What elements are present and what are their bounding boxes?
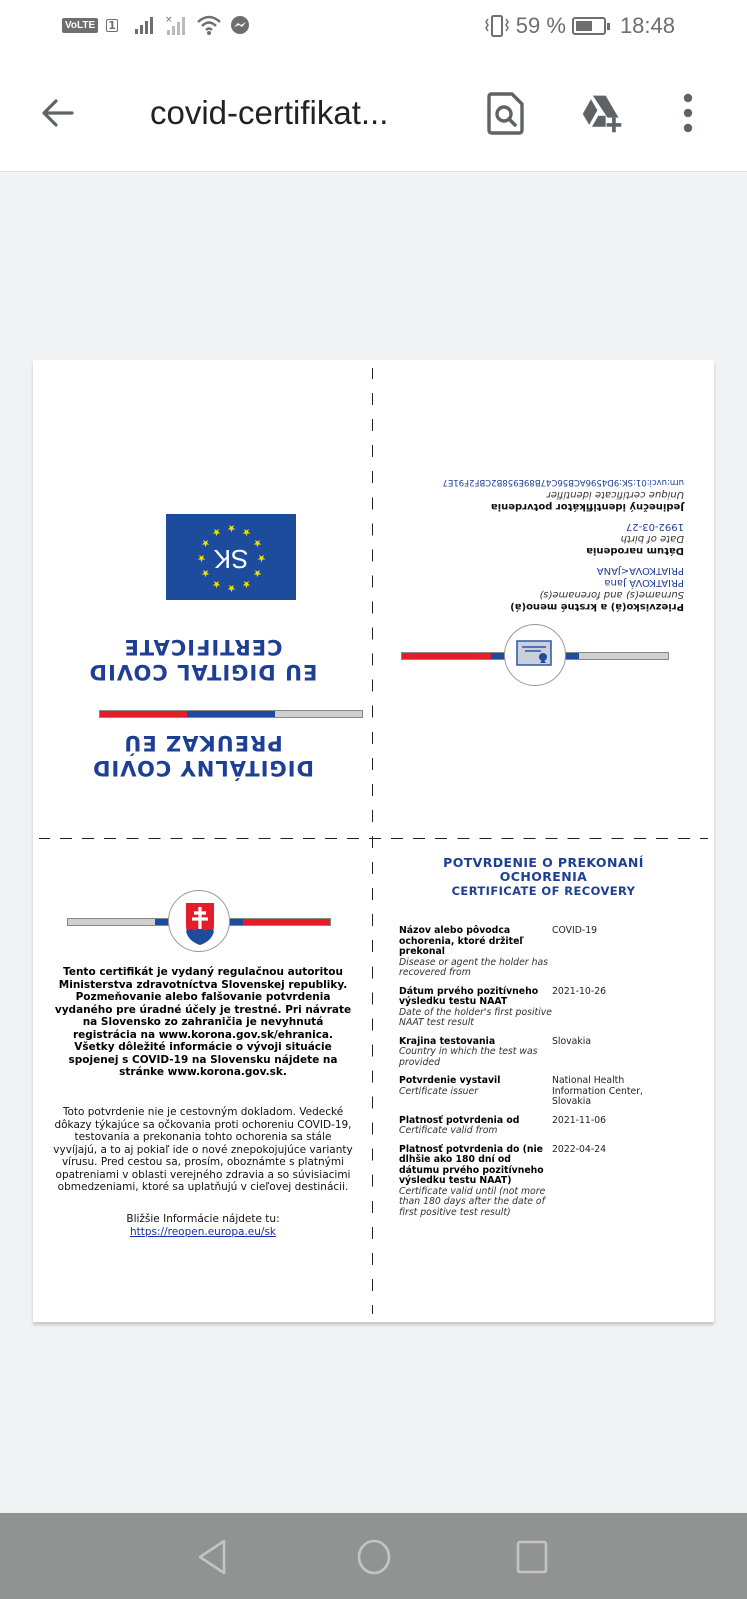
back-triangle-icon[interactable] bbox=[194, 1537, 234, 1577]
eu-star-icon: ★ bbox=[242, 577, 251, 589]
messenger-icon bbox=[230, 15, 250, 35]
field-value: COVID-19 bbox=[552, 925, 598, 936]
status-right bbox=[484, 13, 675, 39]
eu-star-icon: ★ bbox=[253, 537, 262, 548]
holder-panel bbox=[373, 360, 714, 838]
cover-title-sk-line1: DIGITÁLNY COVID bbox=[92, 756, 314, 780]
travel-notice: Toto potvrdenie nie je cestovným dokladom. Vedecké dôkazy týkajúce sa očkovania proti ochoreniu COVID-19, testovania a prekonania tohto ochorenia sa stále vyvíjajú, a to aj pokiaľ ide o nové znepokojujúce varianty vírusu. Pred cestou sa, prosím, oboznámte s platnými opatreniami v oblasti verejného zdravia a so súvisiacimi obmedzeniami, ktoré sa uplatňujú v cieľovej destinácii. bbox=[53, 1106, 353, 1193]
recovery-panel bbox=[373, 838, 714, 1322]
field-name: Priezvisko(á) a krstné meno(á) Surname(s) and forename(s) PRIATKOVÁ Jana PRIATKOVA<JANA bbox=[510, 565, 684, 612]
cover-title-sk-line2: PREUKAZ EÚ bbox=[123, 731, 283, 755]
notice-panel bbox=[33, 838, 373, 1322]
field-value: 2021-10-26 bbox=[552, 985, 607, 997]
horizontal-fold-line bbox=[39, 838, 708, 839]
field-value: 2022-04-24 bbox=[552, 1143, 607, 1155]
field-value: Slovakia bbox=[552, 1035, 592, 1047]
sim-slot-icon: 1 bbox=[108, 18, 116, 32]
battery-icon bbox=[572, 17, 606, 35]
slovak-coat-of-arms-icon bbox=[168, 890, 230, 952]
eu-star-icon: ★ bbox=[242, 526, 251, 538]
eu-star-icon: ★ bbox=[227, 522, 236, 533]
legal-notice: Tento certifikát je vydaný regulačnou autoritou Ministerstva zdravotníctva Slovenskej republiky. Pozmeňovanie alebo falšovanie potvrdenia vydaného pre úradné účely je trestné. Pri návrate na Slovensko zo zahraničia je nevyhnutá registrácia na www.korona.gov.sk/ehranica. Všetky dôležité informácie o vývoji situácie spojenej s COVID-19 na Slovensku nájdete na stránke www.korona.gov.sk. bbox=[54, 966, 352, 1078]
field-valid-from: Platnosť potvrdenia od Certificate valid from 2021-11-06 bbox=[399, 1114, 607, 1136]
eu-star-icon: ★ bbox=[253, 567, 262, 578]
recovery-title-sk-line1: POTVRDENIE O PREKONANÍ bbox=[443, 855, 644, 870]
wifi-icon bbox=[196, 14, 222, 36]
field-dob: Dátum narodenia Date of birth 1992-03-27 bbox=[586, 521, 684, 556]
recovery-title-en: CERTIFICATE OF RECOVERY bbox=[451, 884, 636, 898]
recovery-title-sk-line2: OCHORENIA bbox=[499, 869, 588, 884]
status-left bbox=[62, 14, 250, 36]
pdf-page[interactable] bbox=[33, 360, 714, 1322]
field-uvci: Jedinečný identifikátor potvrdenia Unique certificate identifier urn:uvci:01:SK:9D4596ACB56C47B89E958B2CBF2F91E7 bbox=[442, 477, 684, 512]
eu-flag-icon bbox=[166, 514, 296, 600]
eu-star-icon: ★ bbox=[212, 526, 221, 538]
arrow-left-icon[interactable] bbox=[38, 93, 78, 133]
more-info-label: Bližšie Informácie nájdete tu: bbox=[126, 1213, 280, 1225]
add-to-drive-icon[interactable] bbox=[580, 90, 624, 136]
cover-title-sk bbox=[33, 730, 373, 780]
more-info bbox=[53, 1213, 353, 1238]
cover-title-en-line1: EU DIGITAL COVID bbox=[88, 660, 318, 684]
field-first-positive-date: Dátum prvého pozitívneho výsledku testu NAAT Date of the holder's first positive NAAT test result 2021-10-26 bbox=[399, 985, 607, 1028]
eu-star-icon: ★ bbox=[201, 567, 211, 578]
eu-star-icon: ★ bbox=[197, 552, 206, 563]
certificate-card-icon bbox=[504, 624, 566, 686]
recovery-fields bbox=[399, 926, 704, 1226]
home-circle-icon[interactable] bbox=[354, 1537, 394, 1577]
battery-percent: 59 % bbox=[515, 13, 566, 38]
flag-country-code: SK bbox=[213, 544, 249, 574]
cover-panel bbox=[33, 360, 373, 838]
recents-square-icon[interactable] bbox=[512, 1537, 552, 1577]
eu-star-icon: ★ bbox=[201, 537, 211, 548]
field-valid-until: Platnosť potvrdenia do (nie dlhšie ako 180 dní od dátumu prvého pozitívneho výsledku testu NAAT) Certificate valid until (not more than 180 days after the date of first positive test result) 2022-04-24 bbox=[399, 1143, 607, 1218]
volte-icon: VoLTE bbox=[62, 18, 98, 33]
more-vert-icon[interactable] bbox=[678, 90, 698, 136]
no-signal-icon bbox=[164, 14, 188, 36]
system-nav-bar bbox=[0, 1513, 747, 1599]
field-country: Krajina testovania Country in which the test was provided Slovakia bbox=[399, 1035, 592, 1068]
reopen-link[interactable]: https://reopen.europa.eu/sk bbox=[130, 1225, 276, 1238]
vibrate-icon bbox=[484, 14, 510, 38]
cover-title-en-line2: CERTIFICATE bbox=[123, 635, 283, 659]
signal-icon bbox=[134, 15, 156, 35]
eu-star-icon: ★ bbox=[212, 577, 221, 589]
vertical-fold-line bbox=[372, 368, 373, 1314]
field-value: 2021-11-06 bbox=[552, 1114, 607, 1126]
holder-fields bbox=[403, 476, 684, 612]
find-in-document-icon[interactable] bbox=[484, 90, 528, 136]
tricolor-stripe bbox=[99, 710, 363, 718]
app-toolbar bbox=[0, 56, 747, 172]
recovery-title bbox=[373, 856, 714, 898]
field-value: National Health Information Center, Slovakia bbox=[552, 1075, 644, 1107]
status-bar bbox=[0, 0, 747, 56]
svg-text:×: × bbox=[164, 15, 173, 25]
clock: 18:48 bbox=[619, 13, 675, 38]
field-disease: Názov alebo pôvodca ochorenia, ktoré držiteľ prekonal Disease or agent the holder has recovered from COVID-19 bbox=[399, 925, 598, 978]
cover-title-en bbox=[33, 634, 373, 684]
eu-star-icon: ★ bbox=[257, 552, 266, 563]
document-title: covid-certifikat... bbox=[150, 94, 389, 131]
field-issuer: Potvrdenie vystavil Certificate issuer National Health Information Center, Slovakia bbox=[399, 1076, 704, 1108]
eu-star-icon: ★ bbox=[227, 582, 236, 593]
